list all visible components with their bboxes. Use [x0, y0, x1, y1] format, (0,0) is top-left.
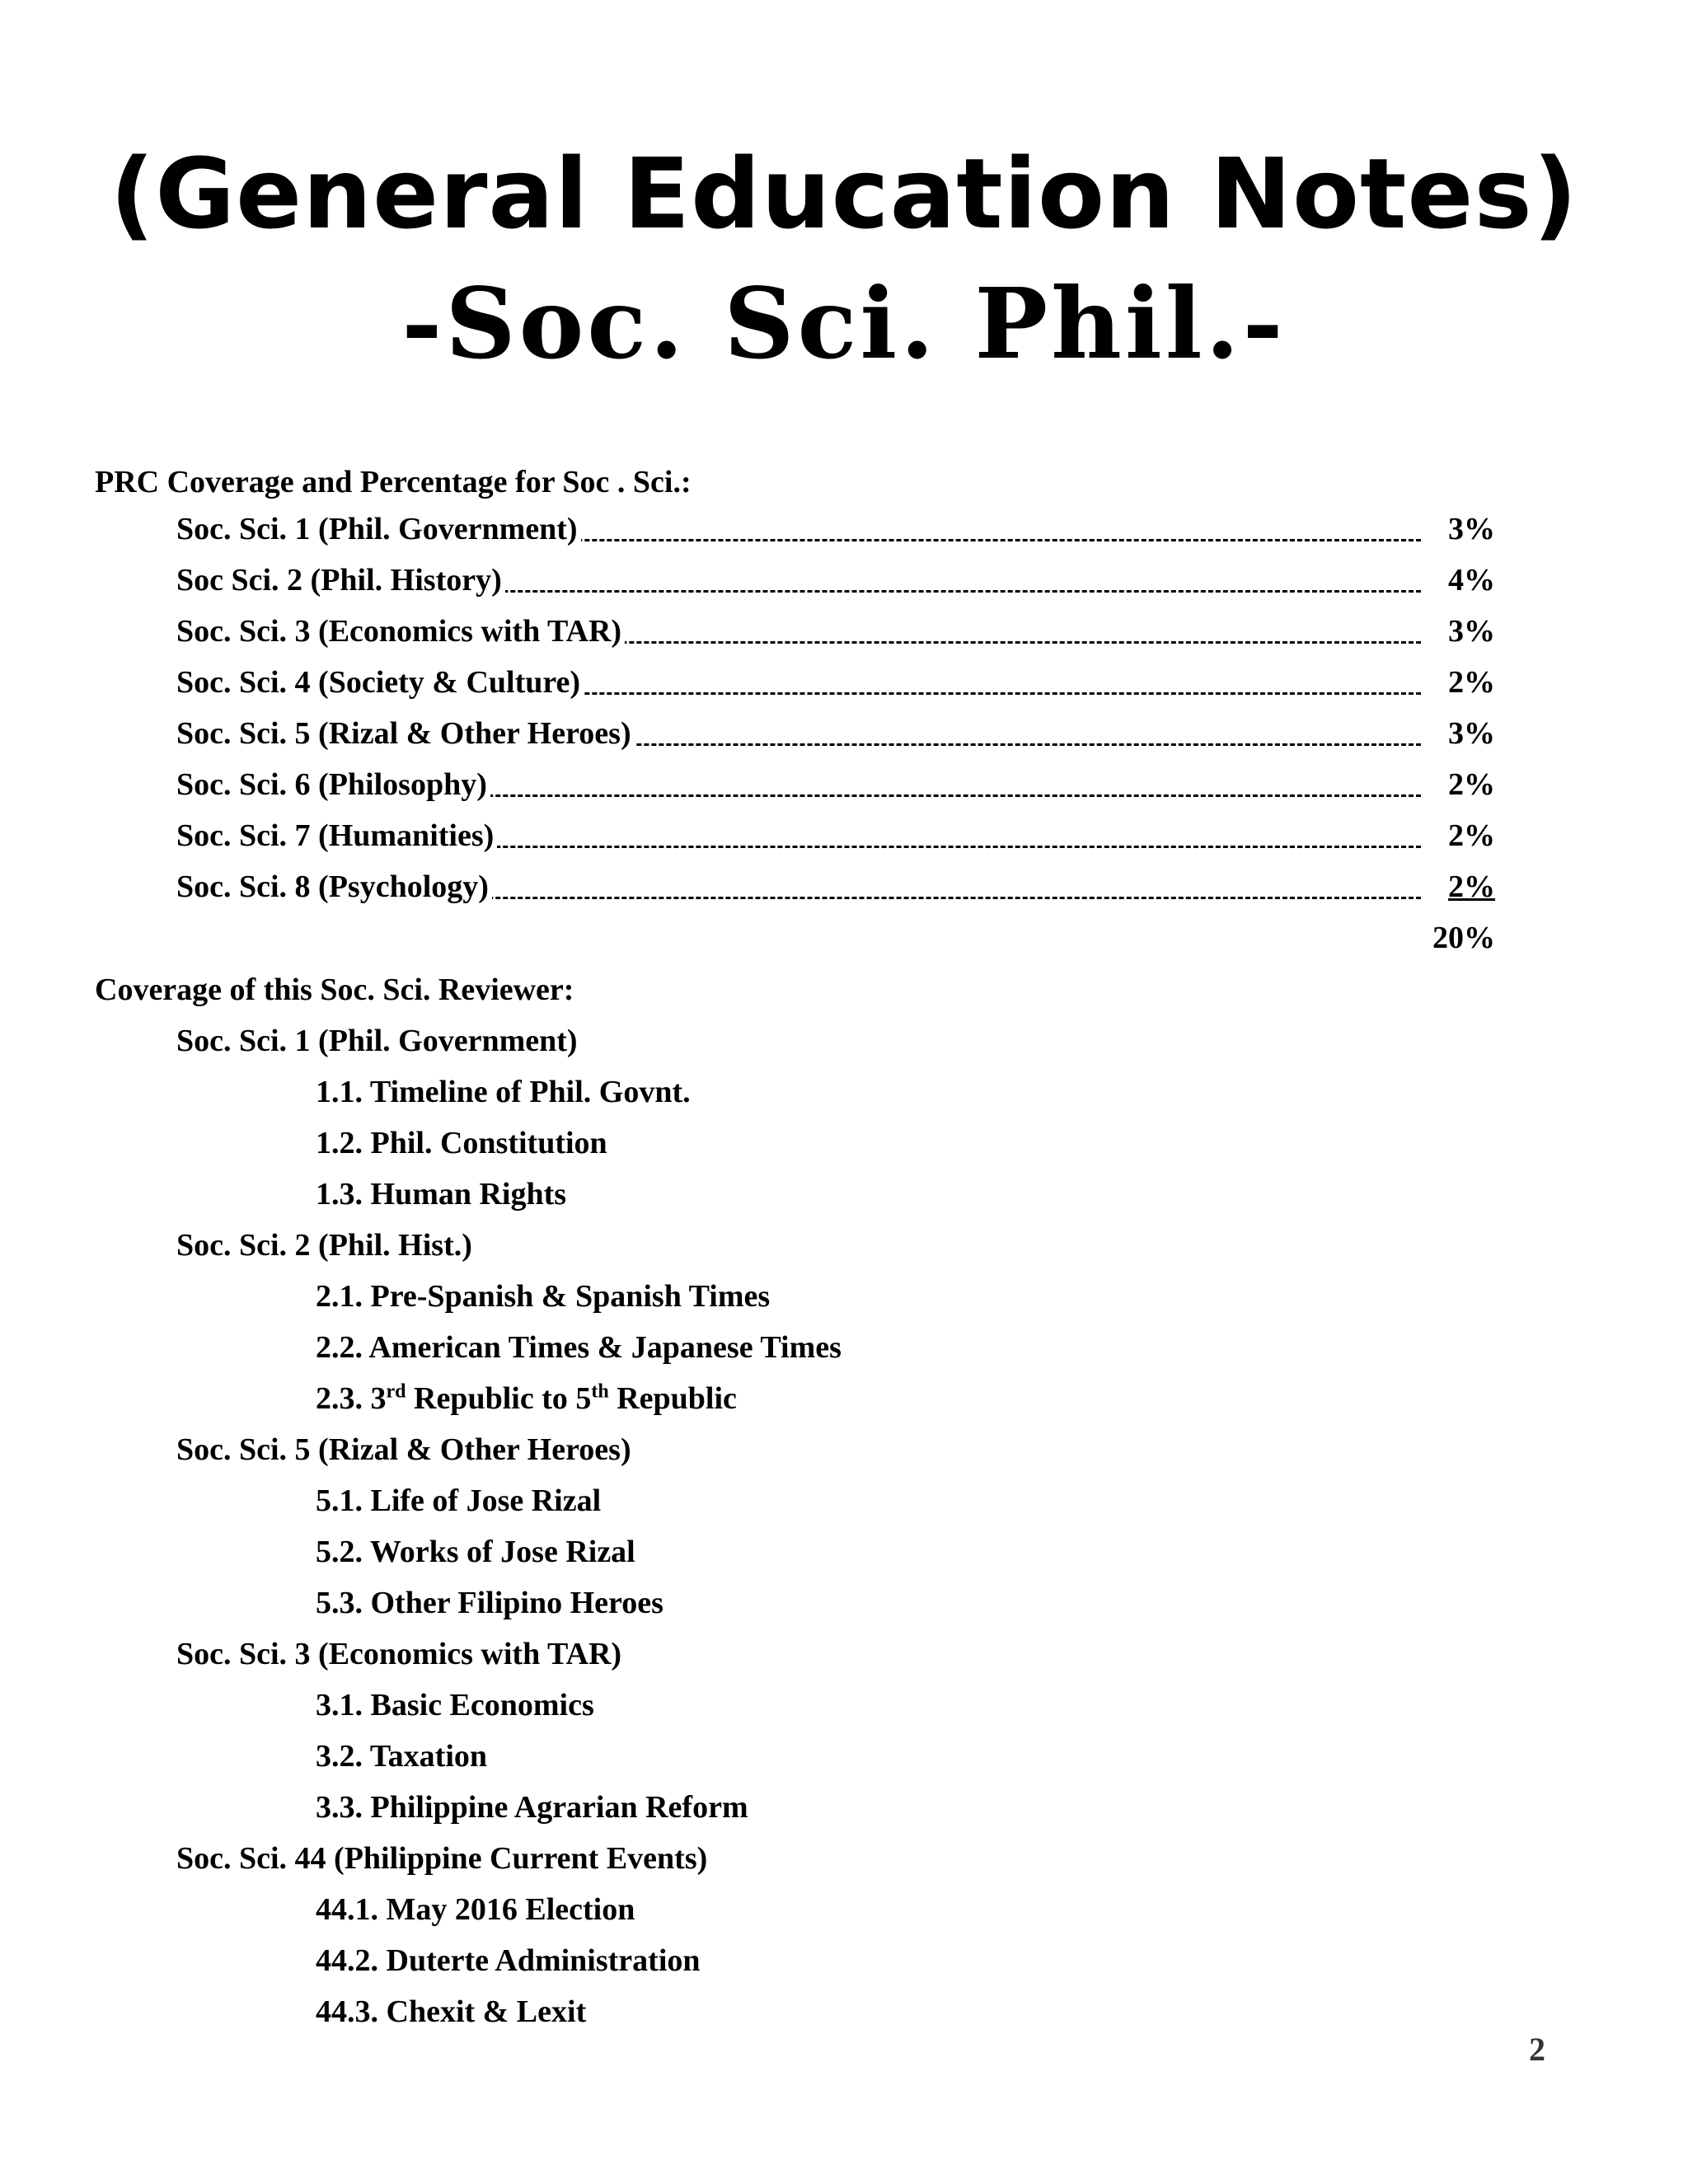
subsection-item	[316, 1378, 737, 1419]
coverage-percent: 3%	[1448, 614, 1495, 649]
subsection-item: 1.2. Phil. Constitution	[316, 1126, 607, 1160]
subsection-item: 44.2. Duterte Administration	[316, 1943, 701, 1978]
section-title: Soc. Sci. 44 (Philippine Current Events)	[176, 1841, 708, 1876]
subsection-item: 5.1. Life of Jose Rizal	[316, 1483, 602, 1518]
coverage-percent: 2%	[1448, 818, 1495, 853]
coverage-heading: PRC Coverage and Percentage for Soc . Sci.:	[95, 465, 692, 499]
coverage-row	[176, 815, 1495, 856]
coverage-row	[176, 713, 1495, 754]
subsection-item: 3.1. Basic Economics	[316, 1688, 594, 1722]
subsection-item: 44.3. Chexit & Lexit	[316, 1994, 587, 2029]
page-number: 2	[1529, 2031, 1545, 2068]
coverage-percent: 2%	[1448, 665, 1495, 700]
coverage-label: Soc. Sci. 5 (Rizal & Other Heroes)	[176, 713, 635, 754]
coverage-percent: 3%	[1448, 512, 1495, 546]
coverage-label: Soc. Sci. 8 (Psychology)	[176, 866, 492, 907]
coverage-label: Soc. Sci. 6 (Philosophy)	[176, 764, 490, 805]
coverage-label: Soc Sci. 2 (Phil. History)	[176, 560, 505, 601]
subsection-item: 5.2. Works of Jose Rizal	[316, 1535, 635, 1569]
subsection-text: Republic to 5	[406, 1381, 592, 1416]
coverage-percent: 2%	[1448, 869, 1495, 904]
section-title: Soc. Sci. 1 (Phil. Government)	[176, 1024, 578, 1058]
subsection-item: 1.1. Timeline of Phil. Govnt.	[316, 1075, 691, 1109]
subsection-number: 2.3. 3	[316, 1381, 387, 1416]
section-title: Soc. Sci. 5 (Rizal & Other Heroes)	[176, 1432, 631, 1467]
subsection-item: 5.3. Other Filipino Heroes	[316, 1586, 663, 1620]
coverage-row	[176, 866, 1495, 907]
reviewer-heading: Coverage of this Soc. Sci. Reviewer:	[95, 972, 574, 1007]
page-subtitle: -Soc. Sci. Phil.-	[401, 266, 1287, 381]
subsection-text: Republic	[608, 1381, 737, 1416]
coverage-row	[176, 662, 1495, 703]
coverage-row	[176, 509, 1495, 550]
coverage-row	[176, 560, 1495, 601]
coverage-row	[176, 764, 1495, 805]
subsection-item: 44.1. May 2016 Election	[316, 1892, 635, 1927]
coverage-row	[176, 611, 1495, 652]
coverage-percent: 3%	[1448, 716, 1495, 751]
page-title: (General Education Notes)	[110, 137, 1578, 251]
section-title: Soc. Sci. 3 (Economics with TAR)	[176, 1637, 622, 1671]
subsection-item: 3.3. Philippine Agrarian Reform	[316, 1790, 748, 1825]
subsection-item: 2.1. Pre-Spanish & Spanish Times	[316, 1279, 771, 1314]
subsection-item: 2.2. American Times & Japanese Times	[316, 1330, 842, 1365]
subsection-item: 3.2. Taxation	[316, 1739, 488, 1774]
coverage-label: Soc. Sci. 7 (Humanities)	[176, 815, 497, 856]
coverage-percent: 2%	[1448, 767, 1495, 802]
coverage-total: 20%	[1432, 921, 1495, 955]
coverage-percent: 4%	[1448, 563, 1495, 598]
subsection-item: 1.3. Human Rights	[316, 1177, 567, 1212]
coverage-label: Soc. Sci. 4 (Society & Culture)	[176, 662, 584, 703]
coverage-label: Soc. Sci. 1 (Phil. Government)	[176, 509, 581, 550]
section-title: Soc. Sci. 2 (Phil. Hist.)	[176, 1228, 472, 1263]
ordinal-suffix: th	[591, 1380, 609, 1403]
ordinal-suffix: rd	[386, 1380, 406, 1403]
coverage-label: Soc. Sci. 3 (Economics with TAR)	[176, 611, 625, 652]
